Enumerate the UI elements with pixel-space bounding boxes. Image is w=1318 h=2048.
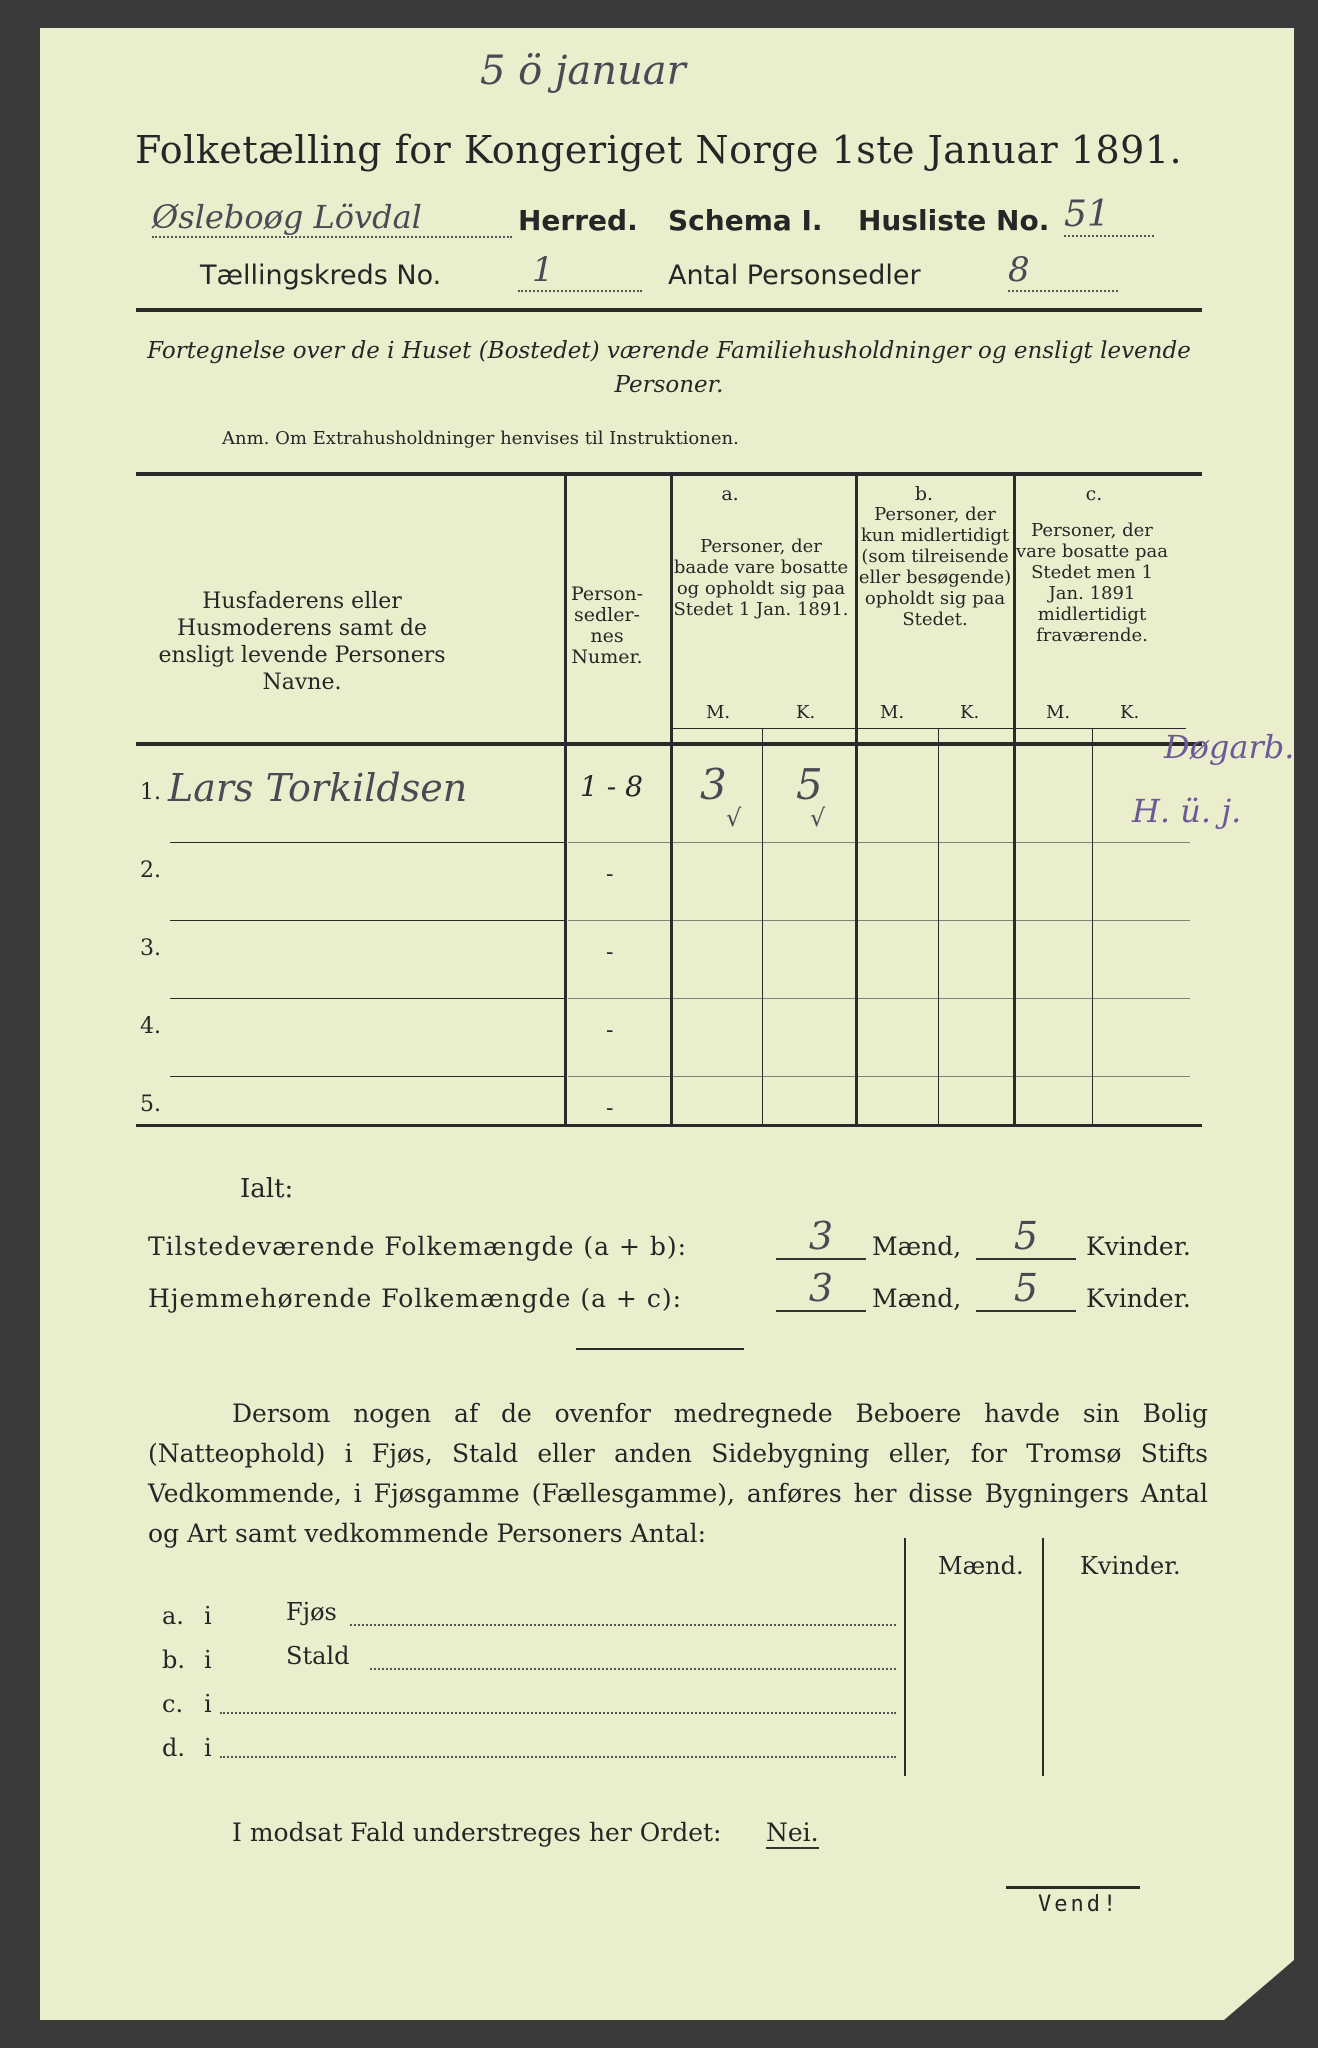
mk-a-k: K. <box>796 702 816 723</box>
building-b-label: Stald <box>286 1642 350 1670</box>
mk-rule-a <box>672 728 864 729</box>
hjemme-kvinder-value: 5 <box>976 1266 1076 1312</box>
herred-label: Herred. <box>518 204 638 237</box>
tilstede-label: Tilstedeværende Folkemængde (a + b): <box>148 1232 688 1261</box>
row-4-num: 4. <box>140 1014 161 1039</box>
nei-word: Nei. <box>766 1818 819 1847</box>
antal-value: 8 <box>1008 250 1118 292</box>
row-5-num: 5. <box>140 1092 161 1117</box>
row-1-num: 1. <box>140 780 161 805</box>
form-title: Folketælling for Kongeriget Norge 1ste Januar 1891. <box>135 128 1183 172</box>
vline-1 <box>564 476 567 1124</box>
row-5-numer: - <box>606 1096 614 1121</box>
row-line-1 <box>170 842 564 843</box>
col-c-letter: c. <box>1085 483 1103 505</box>
row-line-r3 <box>568 998 1190 999</box>
row-2-num: 2. <box>140 858 161 883</box>
col-c-header: Personer, der vare bosatte paa Stedet men 1 Jan. 1891 midlertidigt fraværende. <box>1015 520 1169 646</box>
building-a-label: Fjøs <box>286 1598 337 1626</box>
mk-b-k: K. <box>960 702 980 723</box>
col-a-header: Personer, der baade vare bosatte og opholdt sig paa Stedet 1 Jan. 1891. <box>673 536 849 620</box>
building-c-dots <box>220 1712 896 1714</box>
antal-label: Antal Personsedler <box>668 260 921 291</box>
anm-note: Anm. Om Extrahusholdninger henvises til Instruktionen. <box>222 428 739 449</box>
building-a-prep: i <box>204 1602 212 1630</box>
col-b-header: Personer, der kun midlertidigt (som tilreisende eller besøgende) opholdt sig paa Stedet. <box>858 504 1012 630</box>
side-note-occupation: Døgarb. <box>1164 728 1295 766</box>
vline-3 <box>855 476 858 1124</box>
kreds-label: Tællingskreds No. <box>200 260 442 291</box>
row-2-numer: - <box>606 862 614 887</box>
mk-c-m: M. <box>1046 702 1071 723</box>
row-4-numer: - <box>606 1018 614 1043</box>
mk-rule-bc <box>856 728 1186 729</box>
hjemme-label: Hjemmehørende Folkemængde (a + c): <box>148 1284 682 1313</box>
row-line-4 <box>170 1076 564 1077</box>
col-a-letter: a. <box>721 483 739 505</box>
table-top-rule <box>136 472 1202 476</box>
building-a-dots <box>350 1624 896 1626</box>
vline-4 <box>1013 476 1016 1124</box>
kreds-value: 1 <box>518 250 642 292</box>
row-line-r2 <box>568 920 1190 921</box>
vline-c-mk <box>1092 728 1093 1124</box>
row-1-name: Lars Torkildsen <box>168 766 468 810</box>
ialt-label: Ialt: <box>240 1174 294 1204</box>
header-rule <box>136 308 1202 312</box>
hjemme-maend-value: 3 <box>776 1266 866 1312</box>
buildings-kvinder-head: Kvinder. <box>1080 1552 1181 1580</box>
buildings-vline-1 <box>904 1538 906 1776</box>
vend-rule <box>1006 1886 1140 1889</box>
hjemme-kvinder-label: Kvinder. <box>1086 1284 1191 1313</box>
buildings-maend-head: Mænd. <box>938 1552 1024 1580</box>
modsat-text: I modsat Fald understreges her Ordet: <box>232 1818 722 1847</box>
row-line-3 <box>170 998 564 999</box>
col-numer-header: Person-sedler-nes Numer. <box>570 583 644 668</box>
census-form <box>40 28 1294 2020</box>
vline-b-mk <box>938 728 939 1124</box>
schema-label: Schema I. <box>668 204 823 237</box>
row-1-check-m: √ <box>726 804 742 832</box>
buildings-vline-2 <box>1042 1538 1044 1776</box>
building-a-letter: a. <box>162 1602 184 1630</box>
husliste-value: 51 <box>1064 194 1154 237</box>
row-line-r1 <box>568 842 1190 843</box>
building-d-dots <box>220 1756 896 1758</box>
description: Fortegnelse over de i Huset (Bostedet) værende Familiehusholdninger og ensligt levende Personer. <box>147 338 1191 398</box>
husliste-label: Husliste No. <box>858 204 1050 237</box>
row-1-a-k: 5 <box>796 760 823 809</box>
row-3-numer: - <box>606 940 614 965</box>
building-c-prep: i <box>204 1690 212 1718</box>
vend-label: Vend! <box>1038 1892 1120 1917</box>
handwritten-date-note: 5 ö januar <box>480 48 686 94</box>
mk-b-m: M. <box>880 702 905 723</box>
tilstede-maend-label: Mænd, <box>872 1232 962 1261</box>
building-d-letter: d. <box>162 1734 185 1762</box>
mk-c-k: K. <box>1120 702 1140 723</box>
building-d-prep: i <box>204 1734 212 1762</box>
table-header-bottom-rule <box>136 742 1202 746</box>
tilstede-kvinder-label: Kvinder. <box>1086 1232 1191 1261</box>
col-b-letter: b. <box>914 483 934 505</box>
building-b-dots <box>370 1668 896 1670</box>
side-note-status: H. ü. j. <box>1132 792 1242 830</box>
row-3-num: 3. <box>140 936 161 961</box>
vline-a-mk <box>762 728 763 1124</box>
table-bottom-rule <box>136 1124 1202 1127</box>
col-names-header: Husfaderens eller Husmoderens samt de ensligt levende Personers Navne. <box>158 589 446 695</box>
row-1-numer: 1 - 8 <box>580 770 643 803</box>
herred-value: Øsleboøg Lövdal <box>152 198 512 238</box>
vline-2 <box>670 476 673 1124</box>
row-line-2 <box>170 920 564 921</box>
row-1-a-m: 3 <box>700 760 727 809</box>
hjemme-maend-label: Mænd, <box>872 1284 962 1313</box>
building-b-letter: b. <box>162 1646 185 1674</box>
row-line-r4 <box>568 1076 1190 1077</box>
buildings-paragraph: Dersom nogen af de ovenfor medregnede Beboere havde sin Bolig (Natteophold) i Fjøs, Stald eller anden Sidebygning eller, for Tromsø Stifts Vedkommende, i Fjøsgamme (Fællesgamme), anføres her disse Bygningers Antal og Art samt vedkommende Personers Antal: <box>148 1399 1208 1548</box>
tilstede-maend-value: 3 <box>776 1214 866 1260</box>
building-c-letter: c. <box>162 1690 184 1718</box>
row-1-check-k: √ <box>810 804 826 832</box>
tilstede-kvinder-value: 5 <box>976 1214 1076 1260</box>
building-b-prep: i <box>204 1646 212 1674</box>
separator-rule <box>576 1348 744 1350</box>
mk-a-m: M. <box>706 702 731 723</box>
